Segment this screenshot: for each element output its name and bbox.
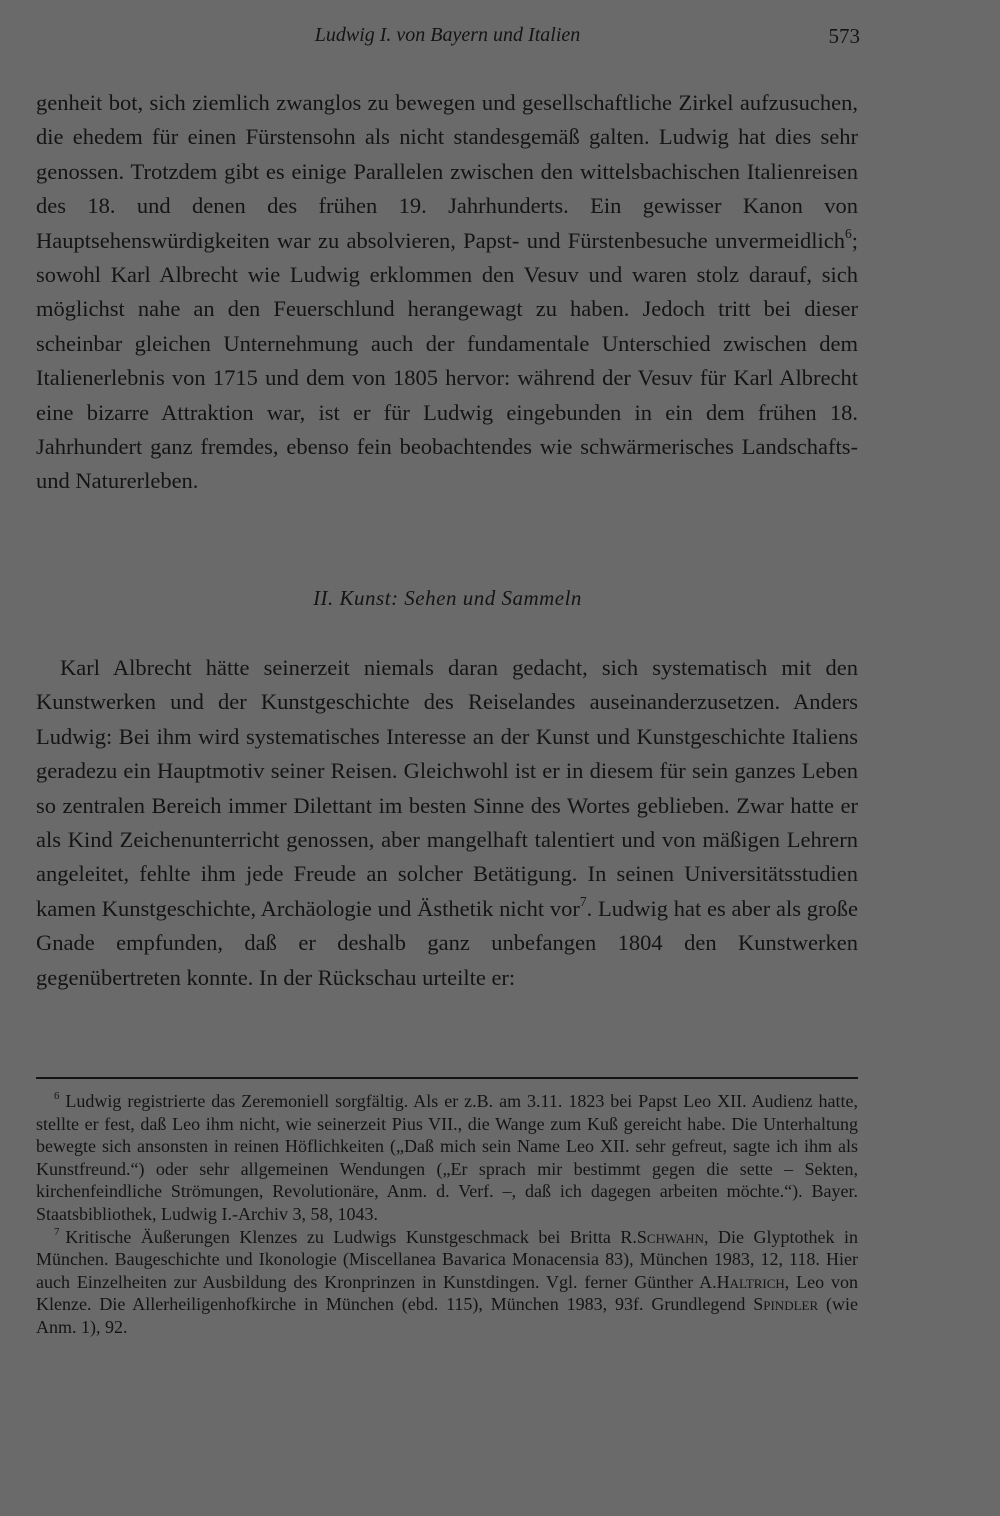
running-title: Ludwig I. von Bayern und Italien — [314, 24, 581, 46]
paragraph-text: ; sowohl Karl Albrecht wie Ludwig erklommen den Vesuv und waren stolz darauf, sich möglichst nahe an den Feuerschlund herangewagt zu haben. Jedoch tritt bei dieser scheinbar gleichen Unternehmung auch der fundamentale Unterschied zwischen dem Italienerlebnis von 1715 und dem von 1805 hervor: während der Vesuv für Karl Albrecht eine bizarre Attraktion war, ist er für Ludwig eingebunden in ein dem frühen 18. Jahrhundert ganz fremdes, ebenso fein beobachtendes wie schwärmerisches Landschafts- und Naturerleben. — [36, 227, 858, 494]
footnote-6 — [36, 1090, 858, 1226]
footnotes-section — [36, 1090, 858, 1339]
footnote-number: 6 — [54, 1090, 60, 1103]
section-heading: II. Kunst: Sehen und Sammeln — [313, 586, 582, 610]
running-header — [0, 20, 1000, 54]
footnote-ref-6[interactable]: 6 — [844, 225, 852, 241]
footnote-divider — [36, 1077, 858, 1079]
footnote-text: (wie Anm. 1), 92. — [36, 1294, 858, 1337]
author-name: Schwahn — [636, 1226, 704, 1247]
body-paragraph-1 — [36, 86, 858, 499]
footnote-text: , Die Glyptothek in München. Baugeschichte und Ikonologie (Miscellanea Bavarica Monacensia 83), München 1983, 12, 118. Hier auch Einzelheiten zur Ausbildung des Kronprinzen in Kunstdingen. Vgl. ferner Günther A. — [36, 1226, 858, 1292]
paragraph-text: genheit bot, sich ziemlich zwanglos zu bewegen und gesellschaftliche Zirkel aufzusuchen, die ehedem für einen Fürstensohn als nicht standesgemäß galten. Ludwig hat dies sehr genossen. Trotzdem gibt es einige Parallelen zwischen den wittelsbachischen Italienreisen des 18. und denen des frühen 19. Jahrhunderts. Ein gewisser Kanon von Hauptsehenswürdigkeiten war zu absolvieren, Papst- und Fürstenbesuche unvermeidlich — [36, 90, 858, 253]
author-name: Haltrich — [716, 1271, 785, 1292]
paragraph-text: Karl Albrecht hätte seinerzeit niemals daran gedacht, sich systematisch mit den Kunstwerken und der Kunstgeschichte des Reiselandes auseinanderzusetzen. Anders Ludwig: Bei ihm wird systematisches Interesse an der Kunst und Kunstgeschichte Italiens geradezu ein Hauptmotiv seiner Reisen. Gleichwohl ist er in diesem für sein ganzes Leben so zentralen Bereich immer Dilettant im besten Sinne des Wortes geblieben. Zwar hatte er als Kind Zeichenunterricht genossen, aber mangelhaft talentiert und von mäßigen Lehrern angeleitet, fehlte ihm jede Freude an solcher Betätigung. In seinen Universitätsstudien kamen Kunstgeschichte, Archäologie und Ästhetik nicht vor — [36, 655, 858, 921]
footnote-number: 7 — [54, 1226, 60, 1239]
page-number: 573 — [828, 24, 860, 48]
paragraph-text: . Ludwig hat es aber als große Gnade empfunden, daß er deshalb ganz unbefangen 1804 den Kunstwerken gegenübertreten konnte. In der Rückschau urteilte er: — [36, 895, 858, 990]
author-name: Spindler — [753, 1294, 819, 1315]
footnote-text: Ludwig registrierte das Zeremoniell sorgfältig. Als er z.B. am 3.11. 1823 bei Papst Leo XII. Audienz hatte, stellte er fest, daß Leo ihm nicht, wie seinerzeit Pius VII., die Wange zum Kuß gereicht habe. Die Unterhaltung bewegte sich ansonsten in reinen Höflichkeiten („Daß mich sein Name Leo XII. sehr gefreut, sagte ich ihm als Kunstfreund.“) oder sehr allgemeinen Wendungen („Er sprach mir bestimmt gegen die sette – Sekten, kirchenfeindliche Strömungen, Revolutionäre, Anm. d. Verf. –, daß ich dagegen arbeiten möchte.“). Bayer. Staatsbibliothek, Ludwig I.-Archiv 3, 58, 1043. — [36, 1091, 858, 1224]
footnote-text: , Leo von Klenze. Die Allerheiligenhofkirche in München (ebd. 115), München 1983, 93f. Grundlegend — [36, 1271, 858, 1315]
footnote-7 — [36, 1226, 858, 1339]
footnote-text: Kritische Äußerungen Klenzes zu Ludwigs Kunstgeschmack bei Britta R. — [65, 1226, 637, 1247]
footnote-ref-7[interactable]: 7 — [579, 893, 587, 909]
body-paragraph-2 — [36, 651, 858, 995]
